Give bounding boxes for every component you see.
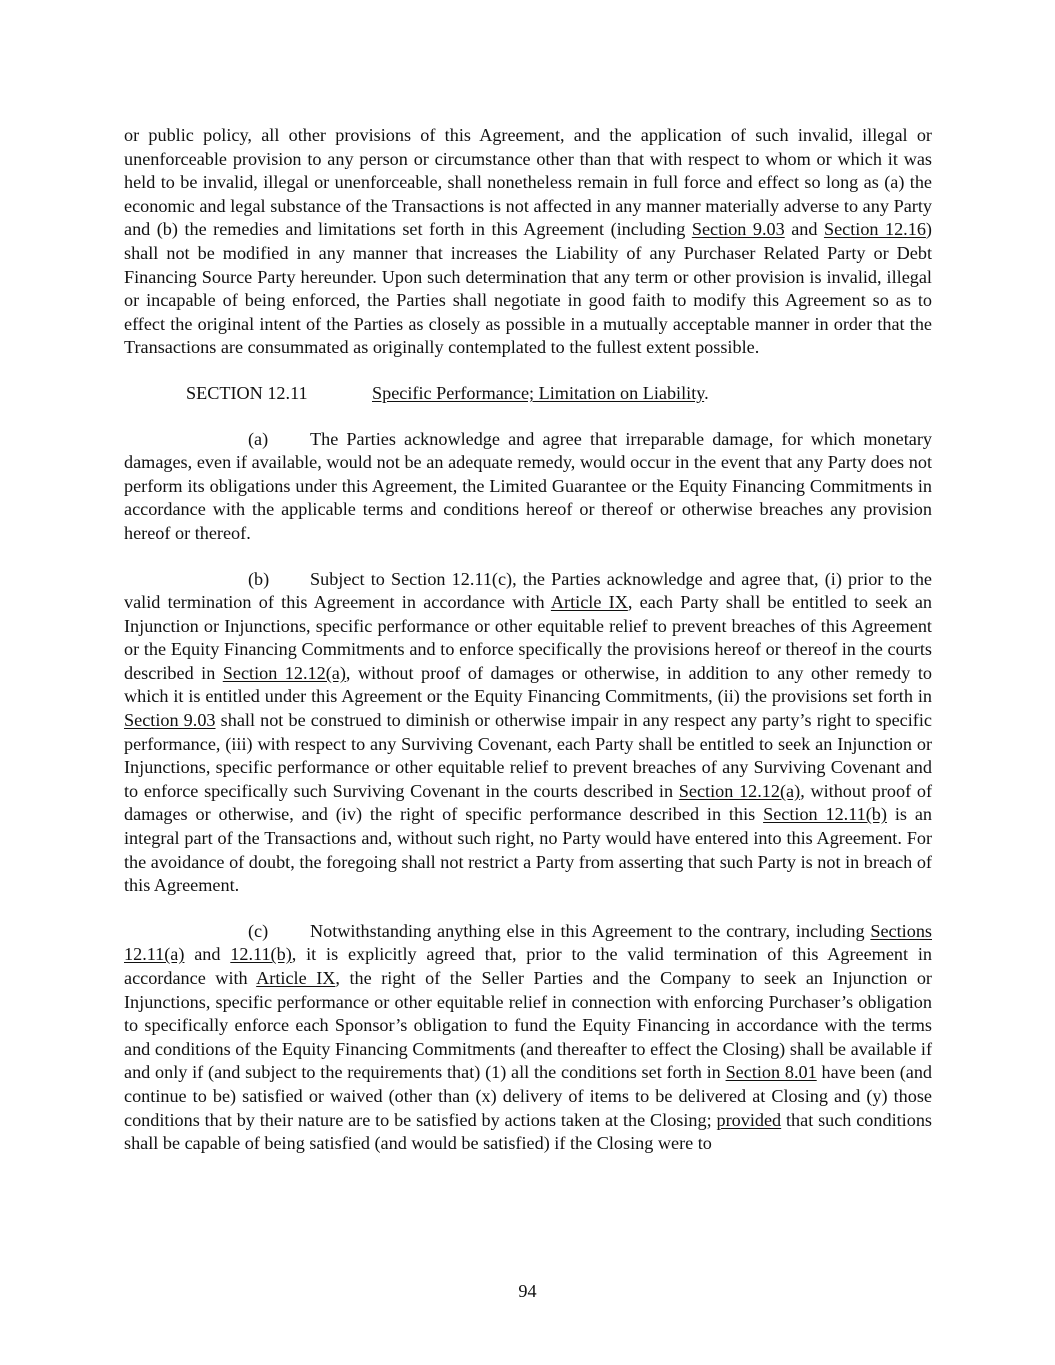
section-12-16-reference: Section 12.16 [823,219,926,240]
article-ix-reference: Article IX [550,592,628,613]
sections-12-11a-reference: Sections 12.11(a) [124,920,932,965]
section-8-01-reference: Section 8.01 [725,1062,817,1083]
section-12-12a-reference: Section 12.12(a) [222,662,346,683]
section-title: Specific Performance; Limitation on Liability [372,382,705,403]
section-heading: SECTION 12.11 Specific Performance; Limitation on Liability. [186,382,932,406]
intro-paragraph: or public policy, all other provisions of this Agreement, and the application of such invalid, illegal or unenforceable provision to any person or circumstance other than that with respect to whom or which it was held to be invalid, illegal or unenforceable, shall nonetheless remain in full force and effect so long as (a) the economic and legal substance of the Transactions is not affected in any manner materially adverse to any Party and (b) the remedies and limitations set forth in this Agreement (including Section 9.03 and Section 12.16) shall not be modified in any manner that increases the Liability of any Purchaser Related Party or Debt Financing Source Party hereunder. Upon such determination that any term or other provision is invalid, illegal or incapable of being enforced, the Parties shall negotiate in good faith to modify this Agreement so as to effect the original intent of the Parties as closely as possible in a mutually acceptable manner in order that the Transactions are consummated as originally contemplated to the fullest extent possible. [124,125,932,358]
paragraph-a-label: (a) [248,428,269,449]
section-9-03-reference: Section 9.03 [691,219,785,240]
paragraph-b-label: (b) [248,568,270,589]
section-9-03-reference: Section 9.03 [124,710,216,731]
section-12-11b-reference: 12.11(b) [230,944,292,965]
paragraph-c: (c) Notwithstanding anything else in this Agreement to the contrary, including Sections 12.11(a) and 12.11(b), it is explicitly agreed that, prior to the valid termination of this Agreement in accordance with Article IX, the right of the Seller Parties and the Company to seek an Injunction or Injunctions, specific performance or other equitable relief in connection with enforcing Purchaser’s obligation to specifically enforce each Sponsor’s obligation to fund the Equity Financing in accordance with the terms and conditions of the Equity Financing Commitments (and thereafter to effect the Closing) shall be available if and only if (and subject to the requirements that) (1) all the conditions set forth in Section 8.01 have been (and continue to be) satisfied or waived (other than (x) delivery of items to be delivered at Closing and (y) those conditions that by their nature are to be satisfied by actions taken at the Closing; provided that such conditions shall be capable of being satisfied (and would be satisfied) if the Closing were to [124,920,933,1154]
paragraph-c-label: (c) [248,920,269,941]
paragraph-a: (a) The Parties acknowledge and agree that irreparable damage, for which monetary damages, even if available, would not be an adequate remedy, would occur in the event that any Party does not perform its obligations under this Agreement, the Limited Guarantee or the Equity Financing Commitments in accordance with the applicable terms and conditions hereof or thereof or otherwise breaches any provision hereof or thereof. [124,428,932,543]
section-12-12a-reference: Section 12.12(a) [678,780,801,801]
paragraph-b: (b) Subject to Section 12.11(c), the Parties acknowledge and agree that, (i) prior to the valid termination of this Agreement in accordance with Article IX, each Party shall be entitled to seek an Injunction or Injunctions, specific performance or other equitable relief to prevent breaches of this Agreement or the Equity Financing Commitments and to enforce specifically the provisions hereof or thereof in the courts described in Section 12.12(a), without proof of damages or otherwise, in addition to any other remedy to which it is entitled under this Agreement or the Equity Financing Commitments, (ii) the provisions set forth in Section 9.03 shall not be construed to diminish or otherwise impair in any respect any party’s right to specific performance, (iii) with respect to any Surviving Covenant, each Party shall be entitled to seek an Injunction or Injunctions, specific performance or other equitable relief to prevent breaches of any Surviving Covenant and to enforce specifically such Surviving Covenant in the courts described in Section 12.12(a), without proof of damages or otherwise, and (iv) the right of specific performance described in this Section 12.11(b) is an integral part of the Transactions and, without such right, no Party would have entered into this Agreement. For the avoidance of doubt, the foregoing shall not restrict a Party from asserting that such Party is not in breach of this Agreement. [124,568,932,896]
article-ix-reference: Article IX [256,968,336,988]
page-number: 94 [518,1281,537,1301]
provided-term: provided [716,1109,782,1130]
section-number: SECTION 12.11 [186,382,308,403]
document-body [124,124,932,1156]
section-12-11b-reference: Section 12.11(b) [763,804,887,825]
